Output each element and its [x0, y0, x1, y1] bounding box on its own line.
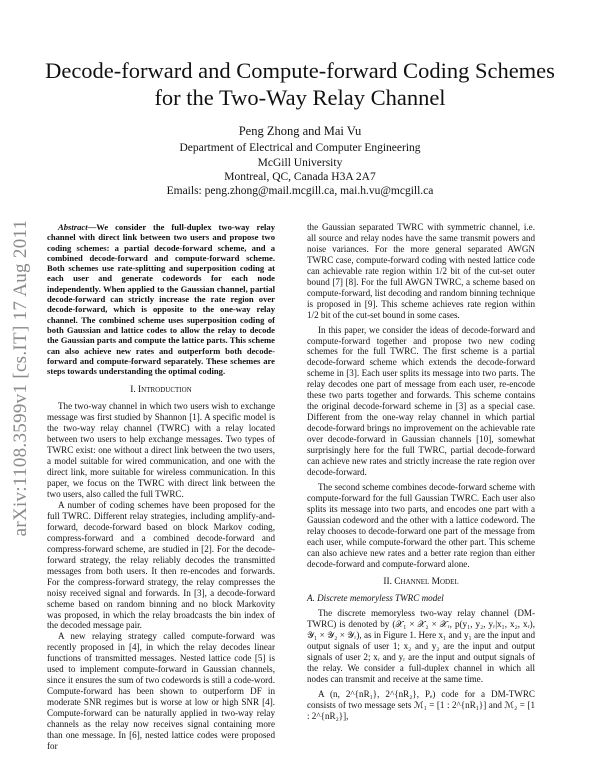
arxiv-stamp-text: arXiv:1108.3599v1 [cs.IT] 17 Aug 2011	[10, 219, 31, 536]
subsection-heading: A. Discrete memoryless TWRC model	[307, 592, 444, 603]
author-department: Department of Electrical and Computer Engineering	[179, 142, 421, 155]
intro-paragraph: A number of coding schemes have been proposed for the full TWRC. Different relay strategies, including amplify-and-forward, decode-forward based on block Markov coding, compress-forward and a combined decode-forward and compress-forward scheme, are studied in [2]. For the decode-forward strategy, the relay reliably decodes the transmitted messages from both users. It then re-encodes and forwards. For the compress-forward strategy, the relay compresses the noisy received signal and forwards. In [3], a decode-forward scheme based on random binning and no block Markovity was proposed, in which the relay broadcasts the bin index of the decoded message pair.	[47, 499, 275, 631]
author-block	[40, 124, 560, 198]
author-university: McGill University	[257, 156, 343, 169]
body-paragraph: The discrete memoryless two-way relay channel (DM-TWRC) is denoted by (𝒳₁ × 𝒳₂ × 𝒳ᵣ, p(y₁, y₂, yᵣ|x₁, x₂, xᵣ), 𝒴₁ × 𝒴₂ × 𝒴ᵣ), as in Figure 1. Here x₁ and y₁ are the input and output signals of user 1; x₂ and y₂ are the input and output signals of user 2; xᵣ and yᵣ are the input and output signals of the relay. We consider a full-duplex channel in which all nodes can transmit and receive at the same time.	[307, 608, 535, 685]
intro-paragraph: The two-way channel in which two users wish to exchange message was first studied by Shannon [1]. A specific model is the two-way relay channel (TWRC) with a relay located between two users to help exchange messages. Two types of TWRC exist: one without a direct link between the two users, a model suitable for wired communication, and one with the direct link, more suitable for wireless communication. In this paper, we focus on the TWRC with direct link between the two users, also called the full TWRC.	[47, 401, 275, 500]
section-heading-introduction: I. Introduction	[130, 385, 192, 396]
section-heading-channel-model: II. Channel Model	[383, 576, 459, 587]
left-column	[47, 222, 275, 752]
author-emails: Emails: peng.zhong@mail.mcgill.ca, mai.h.vu@mcgill.ca	[166, 185, 434, 198]
author-address: Montreal, QC, Canada H3A 2A7	[224, 170, 376, 183]
arxiv-stamp	[6, 205, 36, 550]
abstract	[47, 222, 275, 376]
abstract-text: —We consider the full-duplex two-way relay channel with direct link between two users and propose two coding schemes: a partial decode-forward scheme, and a combined decode-forward and compute-forward scheme. Both schemes use rate-splitting and superposition coding at each user and generate codewords for each node independently. When applied to the Gaussian channel, partial decode-forward can strictly increase the rate region over decode-forward, which is opposite to the one-way relay channel. The combined scheme uses superposition coding of both Gaussian and lattice codes to allow the relay to decode the Gaussian parts and compute the lattice parts. This scheme can also achieve new rates and outperform both decode-forward and compute-forward separately. These schemes are steps towards understanding the optimal coding.	[47, 222, 275, 377]
abstract-lead: Abstract	[58, 222, 88, 232]
paper-title: Decode-forward and Compute-forward Coding Schemes for the Two-Way Relay Channel	[45, 58, 555, 110]
body-paragraph: In this paper, we consider the ideas of decode-forward and compute-forward together and propose two new coding schemes for the full TWRC. The first scheme is a partial decode-forward scheme which extends the decode-forward scheme in [3]. Each user splits its message into two parts. The relay decodes one part of message from each user, re-encode these two parts together and forwards. This scheme contains the original decode-forward scheme in [3] as a special case. Different from the one-way relay channel in which partial decode-forward brings no improvement on the achievable rate over decode-forward in Gaussian channels [10], somewhat surprisingly here for the full TWRC, partial decode-forward can achieve new rates and strictly increase the rate region over decode-forward.	[307, 324, 535, 477]
right-column	[307, 222, 535, 722]
body-paragraph: A (n, 2^{nR₁}, 2^{nR₂}, Pₑ) code for a DM-TWRC consists of two message sets ℳ₁ = [1 : 2^{nR₁}] and ℳ₂ = [1 : 2^{nR₂}],	[307, 689, 535, 722]
intro-paragraph: A new relaying strategy called compute-forward was recently proposed in [4], in which the relay decodes linear functions of transmitted messages. Nested lattice code [5] is used to implement compute-forward in Gaussian channels, since it ensures the sum of two codewords is still a code-word. Compute-forward has been shown to outperform DF in moderate SNR regimes but is worse at low or high SNR [4]. Compute-forward can be naturally applied in two-way relay channels as the relay now receives signal containing more than one message. In [6], nested lattice codes were proposed for	[47, 631, 275, 751]
body-paragraph: The second scheme combines decode-forward scheme with compute-forward for the full Gaussian TWRC. Each user also splits its message into two parts, and encodes one part with a Gaussian codeword and the other with a lattice codeword. The relay chooses to decode-forward one part of the message from each user, while compute-forward the other part. This scheme can also achieve new rates and a better rate region than either decode-forward and compute-forward alone.	[307, 481, 535, 569]
body-paragraph: the Gaussian separated TWRC with symmetric channel, i.e. all source and relay nodes have the same transmit powers and noise variances. For the more general separated AWGN TWRC case, compute-forward coding with nested lattice code can achievable rate region within 1/2 bit of the cut-set outer bound [7] [8]. For the full AWGN TWRC, a scheme based on compute-forward, list decoding and random binning technique is proposed in [9]. This scheme achieves rate region within 1/2 bit of the cut-set bound in some cases.	[307, 222, 535, 320]
author-names: Peng Zhong and Mai Vu	[238, 124, 362, 138]
